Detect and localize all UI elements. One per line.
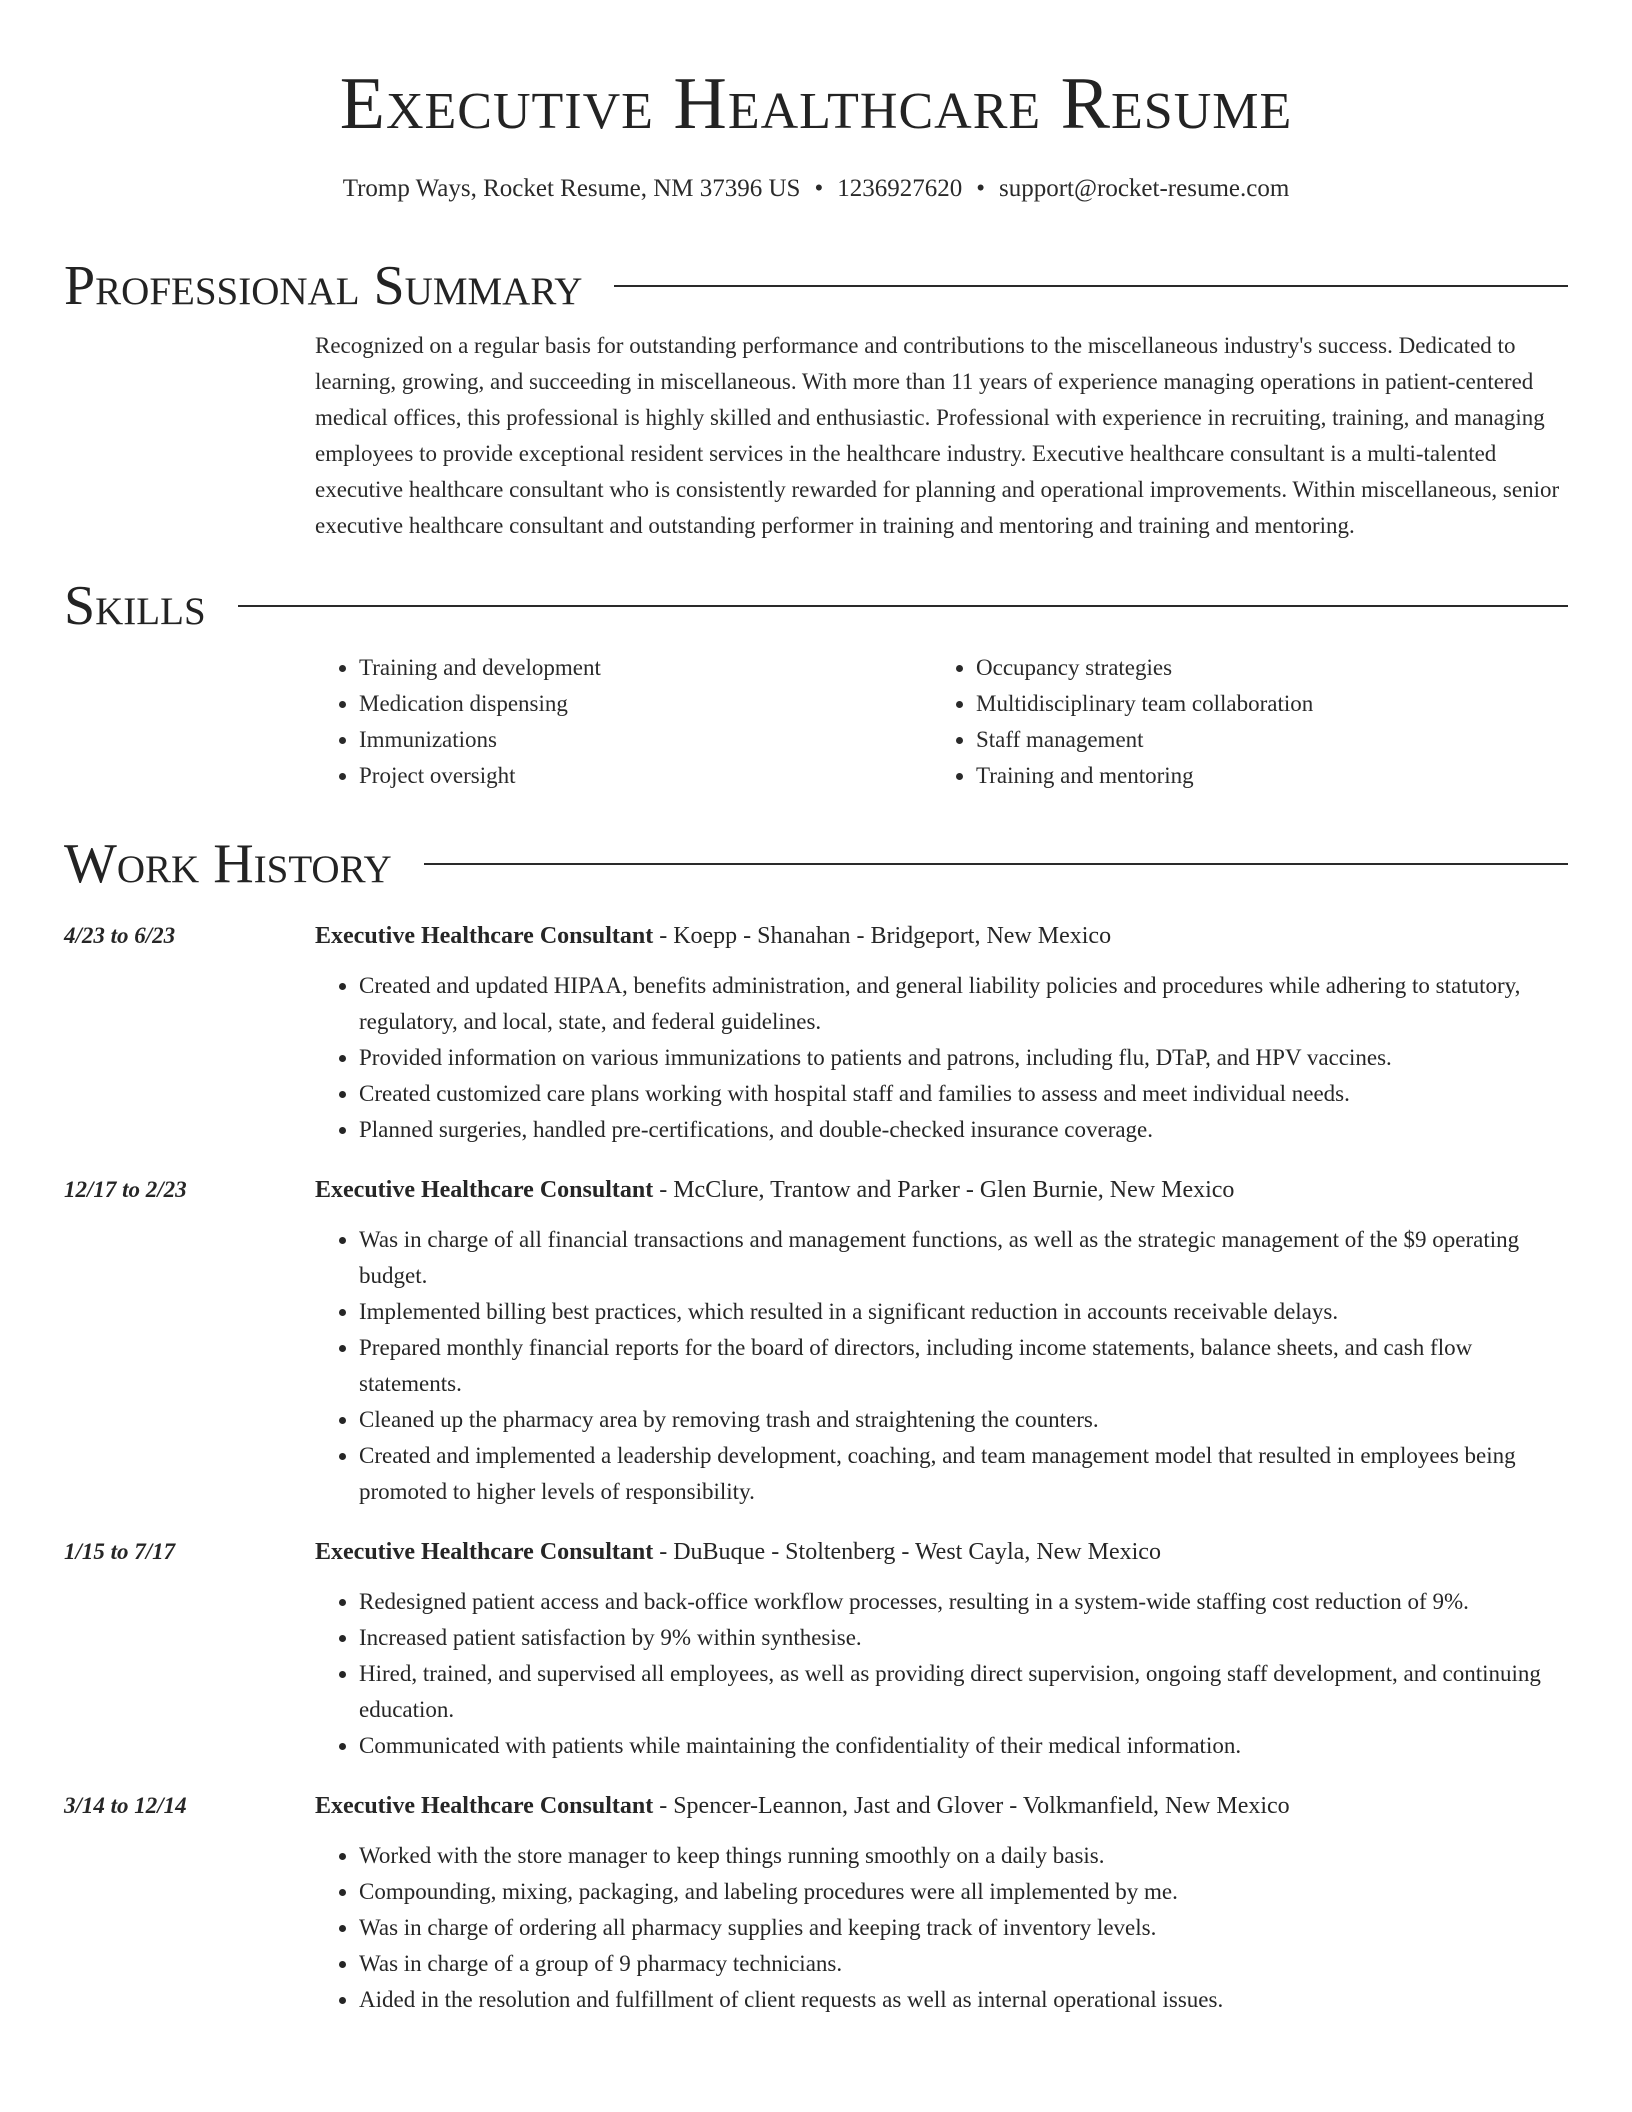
summary-section-heading	[64, 254, 1568, 318]
job-bullet: • Was in charge of a group of 9 pharmacy technicians.	[359, 1946, 1568, 1982]
job-content	[315, 1788, 1568, 2018]
job-company: - Spencer-Leannon, Jast and Glover - Volkmanfield, New Mexico	[653, 1793, 1290, 1819]
skill-item: • Occupancy strategies	[976, 650, 1549, 686]
job-bullet: • Planned surgeries, handled pre-certifications, and double-checked insurance coverage.	[359, 1112, 1568, 1148]
work-section-title: Work History	[64, 833, 392, 895]
skill-item: • Staff management	[976, 722, 1549, 758]
job-bullet: • Hired, trained, and supervised all employees, as well as providing direct supervision, ongoing staff development, and continuing education.	[359, 1656, 1568, 1728]
job-bullet: • Redesigned patient access and back-office workflow processes, resulting in a system-wide staffing cost reduction of 9%.	[359, 1584, 1568, 1620]
skill-item: • Training and development	[359, 650, 932, 686]
job-bullet: • Aided in the resolution and fulfillment of client requests as well as internal operational issues.	[359, 1982, 1568, 2018]
job-bullet: • Was in charge of ordering all pharmacy supplies and keeping track of inventory levels.	[359, 1910, 1568, 1946]
job-dates: 12/17 to 2/23	[64, 1177, 187, 1202]
job-dates: 3/14 to 12/14	[64, 1793, 187, 1818]
job-dates: 1/15 to 7/17	[64, 1539, 176, 1564]
job-entry	[64, 1172, 1568, 1510]
resume-page	[64, 0, 1568, 2018]
contact-separator: •	[814, 175, 824, 202]
job-role: Executive Healthcare Consultant	[315, 1793, 654, 1819]
job-company: - McClure, Trantow and Parker - Glen Burnie, New Mexico	[653, 1177, 1235, 1203]
job-entry	[64, 1788, 1568, 2018]
job-bullet: • Created and implemented a leadership development, coaching, and team management model that resulted in employees being promoted to higher levels of responsibility.	[359, 1438, 1568, 1510]
job-role: Executive Healthcare Consultant	[315, 923, 654, 949]
job-content	[315, 1534, 1568, 1764]
job-entry	[64, 1534, 1568, 1764]
job-bullet: • Provided information on various immunizations to patients and patrons, including flu, DTaP, and HPV vaccines.	[359, 1040, 1568, 1076]
job-entry	[64, 918, 1568, 1148]
job-bullets	[315, 968, 1568, 1148]
job-dates: 4/23 to 6/23	[64, 923, 176, 948]
job-role: Executive Healthcare Consultant	[315, 1177, 654, 1203]
skill-item: • Project oversight	[359, 758, 932, 794]
section-divider	[424, 863, 1568, 865]
skill-item: • Training and mentoring	[976, 758, 1549, 794]
resume-title: Executive Healthcare Resume	[339, 63, 1293, 145]
contact-phone: 1236927620	[837, 175, 963, 202]
skills-column-right	[932, 650, 1549, 794]
contact-email: support@rocket-resume.com	[998, 175, 1290, 202]
job-role: Executive Healthcare Consultant	[315, 1539, 654, 1565]
work-section-heading	[64, 832, 1568, 896]
job-heading	[315, 918, 1568, 954]
job-bullet: • Was in charge of all financial transactions and management functions, as well as the strategic management of the $9 operating budget.	[359, 1222, 1568, 1294]
job-bullet: • Created customized care plans working with hospital staff and families to assess and meet individual needs.	[359, 1076, 1568, 1112]
skills-column-left	[315, 650, 932, 794]
summary-text: Recognized on a regular basis for outstanding performance and contributions to the miscellaneous industry's success. Dedicated to learning, growing, and succeeding in miscellaneous. With more than 11 years of experience managing operations in patient-centered medical offices, this professional is highly skilled and enthusiastic. Professional with experience in recruiting, training, and managing employees to provide exceptional resident services in the healthcare industry. Executive healthcare consultant is a multi-talented executive healthcare consultant who is consistently rewarded for planning and operational improvements. Within miscellaneous, senior executive healthcare consultant and outstanding performer in training and mentoring and training and mentoring.	[315, 333, 1560, 538]
section-divider	[614, 285, 1568, 287]
contact-line	[64, 174, 1568, 204]
job-bullet: • Prepared monthly financial reports for the board of directors, including income statements, balance sheets, and cash flow statements.	[359, 1330, 1568, 1402]
job-bullet: • Created and updated HIPAA, benefits administration, and general liability policies and procedures while adhering to statutory, regulatory, and local, state, and federal guidelines.	[359, 968, 1568, 1040]
skill-item: • Medication dispensing	[359, 686, 932, 722]
contact-separator: •	[976, 175, 985, 202]
skills-section-title: Skills	[64, 575, 206, 637]
job-bullet: • Implemented billing best practices, which resulted in a significant reduction in accounts receivable delays.	[359, 1294, 1568, 1330]
job-bullets	[315, 1584, 1568, 1764]
job-content	[315, 1172, 1568, 1510]
skills-list	[315, 650, 1568, 794]
job-heading	[315, 1172, 1568, 1208]
job-bullets	[315, 1222, 1568, 1510]
job-heading	[315, 1534, 1568, 1570]
job-bullet: • Increased patient satisfaction by 9% within synthesise.	[359, 1620, 1568, 1656]
job-bullet: • Cleaned up the pharmacy area by removing trash and straightening the counters.	[359, 1402, 1568, 1438]
job-bullet: • Communicated with patients while maintaining the confidentiality of their medical information.	[359, 1728, 1568, 1764]
skill-item: • Multidisciplinary team collaboration	[976, 686, 1549, 722]
skills-section-heading	[64, 574, 1568, 638]
skill-item: • Immunizations	[359, 722, 932, 758]
section-divider	[238, 605, 1568, 607]
job-bullet: • Compounding, mixing, packaging, and labeling procedures were all implemented by me.	[359, 1874, 1568, 1910]
job-bullet: • Worked with the store manager to keep things running smoothly on a daily basis.	[359, 1838, 1568, 1874]
job-heading	[315, 1788, 1568, 1824]
job-company: - DuBuque - Stoltenberg - West Cayla, New Mexico	[653, 1539, 1161, 1565]
job-bullets	[315, 1838, 1568, 2018]
job-company: - Koepp - Shanahan - Bridgeport, New Mexico	[653, 923, 1112, 949]
contact-address: Tromp Ways, Rocket Resume, NM 37396 US	[342, 175, 801, 202]
job-content	[315, 918, 1568, 1148]
summary-section-title: Professional Summary	[64, 255, 583, 317]
